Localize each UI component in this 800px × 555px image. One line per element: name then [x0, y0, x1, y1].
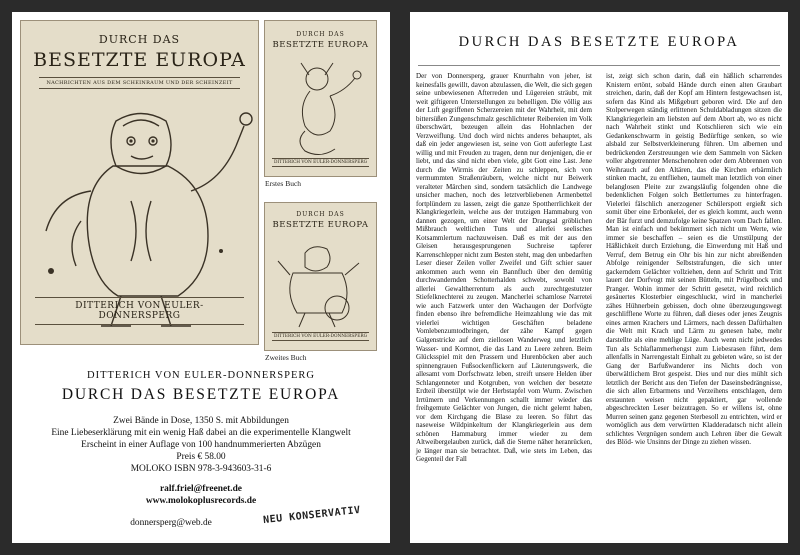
page-title: DURCH DAS BESETZTE EUROPA [458, 34, 740, 50]
cover-subtitle: NACHRICHTEN AUS DEM SCHEINRAUM UND DER SCHEINZEIT [39, 77, 240, 89]
book2-caption: Zweites Buch [265, 353, 307, 362]
detail-line: Preis € 58.00 [176, 452, 226, 462]
book2-illustration [265, 203, 377, 351]
book1-caption: Erstes Buch [265, 179, 302, 188]
detail-line: Eine Liebeserklärung mit ein wenig Haß dabei an die experimentelle Klangwelt [51, 428, 351, 438]
email-donnersperg[interactable]: donnersperg@web.de [130, 518, 212, 528]
book2-cover [264, 202, 377, 351]
book2-title-line1: DURCH DAS [296, 211, 345, 218]
website-link[interactable]: www.molokoplusrecords.de [145, 496, 257, 506]
main-book-cover [20, 20, 259, 345]
book2-title-line2: BESETZTE EUROPA [272, 220, 369, 230]
author-name: DITTERICH VON EULER-DONNERSPERG [87, 370, 315, 381]
text-column-left: Der von Donnersperg, grauer Knurrhahn von jeher, ist keinesfalls gewillt, davon abzulassen, die Welt, die sich gegen seine unbewiesenen Afterreden und Lügereien sträubt, mit weit giftigeren Unterstellungen zu behelligen. Die völlig aus der Luft gegriffenen Scherzereien mit der Wahrheit, mit dem bittersüßen Zungenschmalz geschlichteter Reibereien im Volk überschwärt, bezeugen allein das Hohnlachen der Verzweiflung. Und doch wird nichts anderes behauptet, als daß ein jeder angewiesen ist, seine von Gott auferlegte Last willig und mit Freuden zu tragen, denn nur denjenigen, die er liebt, und das sind nicht eben viele, gibt Gott eine Last. Jene durch die Wirrnis der Zeiten zu schleppen, sich von vermummten Straßenräubern, welche nicht nur Beiwerk veralteter Märchen sind, sondern tatsächlich die Landwege unsicher machen, noch des letztverbliebenen Armenbettel fortplündern zu lassen, zeigt die ganze Spottherrlichkeit der Klangkriegerlein, welche aus der trutzigen Hammaburg von dannen gezogen, um einer Welt der Drangsal gröblichen Mißbrauch weltlichen Tuns und allerlei seelisches Kotsammlertum nachzuweisen. Daß es mit der aus den Gleisen herausgesprungenen Suchreise tapferer Karrenschlepper nicht zum Besten steht, mag den unbedarften Leser dieser Zeilen voller Zweifel und Gift schier sauer ankommen auch wenn ein Bannfluch über den demütig durchwandernden Schotterhalden schwebt, sowohl von allerlei Gewaltherrentum als auch zurechtgestutzter Stiefelknechterei zu zeugen. Mancherlei schamlose Narretei wie auch Fatzwerk unter den Wachaugen der Dorfvögte finden ebenso ihre befremdliche Heimzahlung wie das mit vielerlei wichtigen Geschäften beladene Vomlebenzumtodbringen, der zähe Kampf gegen Galgenstricke auf dem ziellosen Wanderweg und letztlich Wasser- und Kornnot, die das Land zu Leere zehren. Beim Glücksspiel mit den Prassern und Hurenböcken aber auch spinnengrauen Fußsockenflickern auf Läuterungswerk, die allesamt vom Dorfschwatz leben, streift unsere Helden über Schlangenneter und Kotgruben, von welchen der besetzte Erdteil überstülpt wie der Herbstapfel vom Wurm. Zwischen Irrtümern und Verkennungen schallt immer wieder das freihgemute Gelächter von Jungen, die nicht gelernt haben, vor dem Kirchgang die Blase zu leeren. So führt das naseweise Wildpinkeltum der Klangkriegerlein aus dem schönen Hammaburg immer wieder zu dem Altweibergelauben zurück, daß die Sterne näher heranrücken, je länger man sie betrachtet. Daß, wie stets im Leben, das Gegenteil der Fall [416, 72, 592, 464]
text-column-right: ist, zeigt sich schon darin, daß ein häßlich scharrendes Knistern ertönt, sobald Hände durch einen alten Graubart streichen, darin, daß der Kopf am Hintern festgewachsen ist, sofern das Kind als Mißgeburt geboren wird. Die auf den Stolperwegen ständig erlittenen Schuldabladungen sitzen die Klangkriegerlein am liebsten auf dem Abort ab, wo es nicht nach Wahrheit stinkt und Kotschlieren sich wie ein Gedankenschwarm in geistig Bedürftige senken, so wie alsbald zur Selbstverkleinerung führen. Um albernen und bedrückenden Zerstreuungen wie dem Sammeln von Säcken voller abgetrennter Menschenohren oder dem Abbrennen von Weihrauch auf den Altären, das die Kirchen erbärmlich stinken macht, zu entfliehen, taumelt man letztlich von einer belanglosen Pleite zur zwangsläufig folgenden ohne die bedenklichen Folgen solch Bettlertumes zu hinterfragen. Vielerlei fälschlich anerzogener Schülerspott ergießt sich somit über eine Erbonkelei, der es gleich kommt, auch wenn der Bär furzt und demzufolge keine Spatzen vom Dach fallen. Man ist einfach und bekümmert sich nicht um Werte, wie immer sie beschaffen – seien es die Umstülpung der Häßlichkeit durch Erziehung, die Einwerdung mit Haß und Verruf, dem Betrug ein Ohr bis hin zur nicht abreißenden Abfolge reinigender Selbststrafungen, die sich unter gackerndem Gelächter vollziehen, denn auf Schritt und Tritt lauert der Dorfvogt mit seinen Bütteln, mit Prügelbock und Pranger. Wohin immer der Schritt gesetzt, wird reichlich gesäuertes Klosterbier eingeschluckt, wird in mancherlei zähes Hühnerbein gebissen, doch ohne überzeugungswegt geschlifflene Worte zu führen, daß dieses oder jenes Zeugnis eines armen Krachers und Lärmers, nach dessen Dafürhalten die Welt mit Krach und Lärm zu genesen habe, mehr darstellte als eine mehlige Lüge. Auch wenn nicht jedwedes Tun als Schlaflammerhengst zum Liebesrasen führt, dem allenfalls in Narrengestalt Einhalt zu gebieten wäre, so ist der Gang der Barfußwanderer ins Nichts doch von überwältlichem Brot gespeist. Dies und nur dies mühlt sich letztlich der Bericht aus den Tiefen der Daseinsbedrängnisse, die sich allen Erbarmens und Verzeihens entschlagen, dem erstaunten weisen nicht gepaktiert, gar wollende abgeschreckten Leser beizutragen. So er willens ist, ohne Murren seinen ganz gegenen Sterbesoll zu entrichten, wird er womöglich aus dem verwürtten Kladderadatsch nicht allein schlichtes Vergnügen sondern auch Lehren über die Gewalt des Blöd- wie Unsinns der Dinge zu ziehen wissen. [606, 72, 782, 447]
cover-title-line2: BESETZTE EUROPA [33, 49, 246, 71]
detail-line: MOLOKO ISBN 978-3-943603-31-6 [130, 464, 272, 474]
stamp-neu-konservativ: NEU KONSERVATIV [262, 504, 362, 527]
title-divider [418, 65, 780, 66]
book1-cover [264, 20, 377, 177]
cover-author: DITTERICH VON EULER-DONNERSPERG [35, 297, 244, 325]
right-page [410, 12, 788, 543]
book1-title-line1: DURCH DAS [296, 31, 345, 38]
book-title: DURCH DAS BESETZTE EUROPA [61, 386, 341, 403]
left-page [12, 12, 390, 543]
book2-author: DITTERICH VON EULER-DONNERSPERG [272, 332, 370, 341]
cover-title-line1: DURCH DAS [98, 33, 181, 46]
detail-line: Zwei Bände in Dose, 1350 S. mit Abbildungen [113, 416, 289, 426]
book1-author: DITTERICH VON EULER-DONNERSPERG [272, 158, 370, 167]
detail-line: Erscheint in einer Auflage von 100 handnummerierten Abzügen [81, 440, 321, 450]
book1-illustration [265, 21, 377, 177]
email-ralf[interactable]: ralf.friel@freenet.de [160, 484, 242, 494]
book1-title-line2: BESETZTE EUROPA [272, 40, 369, 50]
